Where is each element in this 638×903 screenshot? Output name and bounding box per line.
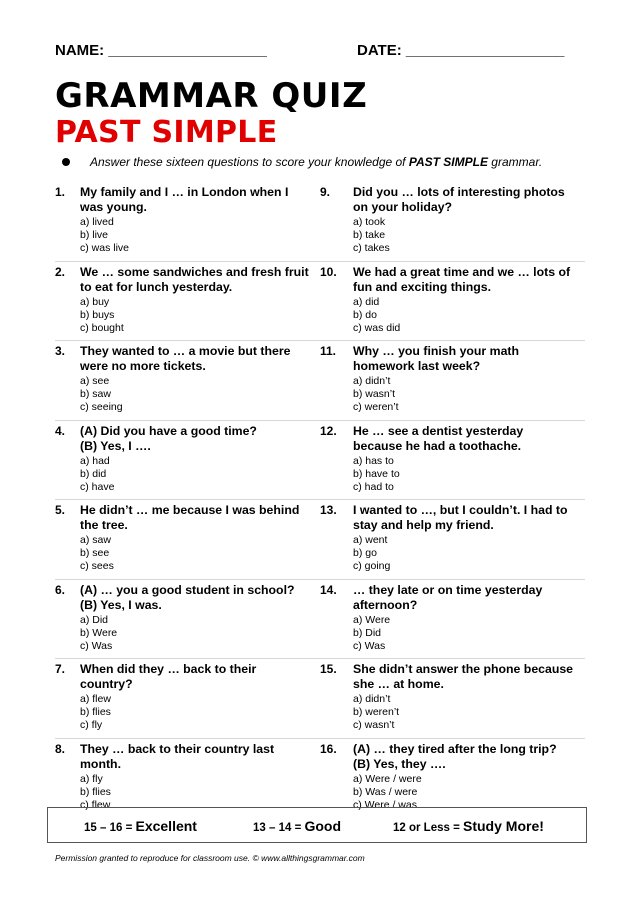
question-item — [55, 583, 310, 654]
question-text: (A) … they tired after the long trip? (B) Yes, they …. — [353, 741, 557, 771]
page-subtitle: PAST SIMPLE — [55, 115, 278, 150]
answer-option: c) fly — [80, 719, 103, 732]
question-text: She didn’t answer the phone because she … at home. — [353, 662, 574, 691]
answer-options — [353, 216, 575, 256]
question-text: He didn’t … me because I was behind the tree. — [80, 503, 300, 532]
answer-option: a) took — [353, 216, 386, 228]
answer-option: b) live — [80, 229, 109, 242]
answer-options — [80, 375, 310, 415]
answer-option: a) has to — [353, 454, 394, 467]
question-item — [55, 662, 310, 733]
question-number: 9. — [320, 185, 331, 199]
score-study-more — [393, 818, 544, 834]
question-item — [320, 344, 575, 415]
answer-option: b) saw — [80, 388, 111, 401]
question-item — [320, 424, 575, 495]
question-row — [55, 341, 585, 421]
score-range-3: 12 or Less = — [393, 822, 463, 834]
answer-options — [353, 693, 575, 733]
answer-option: a) went — [353, 534, 388, 546]
footer-permission: Permission granted to reproduce for classroom use. © www.allthingsgrammar.com — [55, 853, 365, 863]
question-text: They wanted to … a movie but there were no more tickets. — [80, 344, 291, 373]
answer-option: a) did — [353, 295, 380, 308]
question-item — [55, 503, 310, 574]
question-number: 6. — [55, 582, 66, 597]
answer-option: a) didn’t — [353, 375, 391, 387]
answer-option: b) take — [353, 229, 386, 242]
answer-options — [80, 296, 310, 336]
answer-option: b) wasn’t — [353, 388, 396, 401]
answer-options — [353, 296, 575, 336]
question-number: 1. — [55, 185, 66, 199]
instruction-bold: PAST SIMPLE — [408, 155, 488, 169]
question-number: 14. — [320, 582, 337, 597]
question-text: Why … you finish your math homework last week? — [353, 344, 520, 373]
question-number: 16. — [320, 741, 337, 756]
answer-option: b) did — [80, 467, 107, 480]
question-text: We … some sandwiches and fresh fruit to eat for lunch yesterday. — [80, 264, 309, 294]
question-text: (A) … you a good student in school? (B) Yes, I was. — [80, 582, 295, 612]
answer-option: a) didn’t — [353, 693, 391, 705]
answer-option: a) Were / were — [353, 772, 422, 785]
answer-option: c) wasn’t — [353, 719, 395, 732]
question-item — [320, 265, 575, 336]
question-text: We had a great time and we … lots of fun and exciting things. — [353, 264, 571, 294]
answer-option: c) going — [353, 560, 391, 573]
question-number: 8. — [55, 741, 66, 756]
answer-option: a) had — [80, 454, 110, 467]
answer-option: b) see — [80, 547, 110, 560]
question-number: 2. — [55, 264, 66, 279]
answer-option: c) bought — [80, 321, 124, 334]
question-row — [55, 500, 585, 580]
question-item — [320, 742, 575, 813]
question-text: When did they … back to their country? — [80, 662, 257, 691]
question-row — [55, 262, 585, 342]
question-row — [55, 580, 585, 660]
answer-option: c) weren’t — [353, 401, 399, 414]
answer-option: c) have — [80, 480, 115, 493]
question-number: 10. — [320, 264, 337, 279]
answer-options — [353, 455, 575, 495]
question-item — [320, 503, 575, 574]
answer-option: c) had to — [353, 480, 394, 493]
score-label-2: Good — [304, 818, 342, 834]
question-number: 11. — [320, 344, 337, 358]
answer-option: c) seeing — [80, 401, 123, 414]
question-text: My family and I … in London when I was young. — [80, 185, 289, 214]
page-title: GRAMMAR QUIZ — [55, 76, 368, 116]
answer-options — [353, 534, 575, 574]
answer-option: c) was did — [353, 321, 401, 334]
answer-option: b) Were — [80, 626, 118, 639]
header — [55, 42, 585, 66]
answer-options — [80, 534, 310, 574]
answer-option: a) flew — [80, 693, 111, 705]
score-label-1: Excellent — [135, 818, 197, 834]
date-field-label: DATE: ___________________ — [357, 42, 565, 59]
score-box — [47, 807, 587, 843]
answer-option: a) buy — [80, 295, 110, 308]
instruction — [62, 155, 542, 169]
answer-option: c) takes — [353, 242, 390, 255]
answer-option: c) Were / was — [353, 798, 417, 811]
instruction-post: grammar. — [487, 155, 543, 169]
score-label-3: Study More! — [463, 818, 544, 834]
question-text: Did you … lots of interesting photos on your holiday? — [353, 185, 565, 214]
question-item — [320, 662, 575, 733]
answer-option: a) lived — [80, 216, 114, 228]
answer-option: c) was live — [80, 242, 130, 255]
instruction-pre: Answer these sixteen questions to score your knowledge of — [90, 155, 409, 169]
answer-options — [80, 693, 310, 733]
answer-option: b) weren’t — [353, 706, 400, 719]
question-number: 7. — [55, 662, 66, 676]
question-number: 15. — [320, 662, 337, 676]
answer-options — [80, 455, 310, 495]
answer-option: b) buys — [80, 308, 115, 321]
question-number: 5. — [55, 503, 66, 517]
question-item — [320, 583, 575, 654]
answer-option: b) flies — [80, 785, 111, 798]
bullet-icon — [62, 158, 70, 166]
answer-option: c) sees — [80, 560, 114, 573]
score-good — [253, 818, 341, 834]
answer-option: b) have to — [353, 467, 400, 480]
question-text: … they late or on time yesterday afternoon? — [353, 582, 543, 612]
answer-option: a) Were — [353, 613, 391, 626]
question-grid — [55, 182, 585, 817]
answer-option: b) do — [353, 308, 377, 321]
question-item — [55, 265, 310, 336]
question-row — [55, 659, 585, 739]
question-text: They … back to their country last month. — [80, 741, 275, 771]
question-item — [55, 424, 310, 495]
question-item — [55, 742, 310, 813]
question-item — [55, 185, 310, 256]
answer-options — [353, 375, 575, 415]
answer-option: c) flew — [80, 798, 111, 811]
question-text: I wanted to …, but I couldn’t. I had to stay and help my friend. — [353, 503, 568, 532]
answer-option: b) flies — [80, 706, 111, 719]
answer-options — [353, 614, 575, 654]
answer-option: a) fly — [80, 772, 103, 785]
answer-options — [80, 614, 310, 654]
question-number: 12. — [320, 423, 337, 438]
answer-option: b) go — [353, 547, 377, 560]
question-item — [320, 185, 575, 256]
answer-option: c) Was — [353, 639, 386, 652]
answer-option: a) saw — [80, 534, 111, 546]
question-item — [55, 344, 310, 415]
question-row — [55, 182, 585, 262]
question-row — [55, 739, 585, 818]
question-number: 3. — [55, 344, 66, 358]
answer-options — [80, 216, 310, 256]
answer-option: b) Did — [353, 626, 382, 639]
question-text: (A) Did you have a good time? (B) Yes, I …. — [80, 423, 257, 453]
question-number: 13. — [320, 503, 337, 517]
answer-option: c) Was — [80, 639, 113, 652]
score-excellent — [84, 818, 197, 834]
answer-option: a) Did — [80, 613, 109, 626]
score-range-2: 13 – 14 = — [253, 822, 305, 834]
question-number: 4. — [55, 423, 66, 438]
answer-option: a) see — [80, 375, 110, 387]
name-field-label: NAME: ___________________ — [55, 42, 267, 59]
question-text: He … see a dentist yesterday because he had a toothache. — [353, 423, 524, 453]
answer-option: b) Was / were — [353, 785, 418, 798]
question-row — [55, 421, 585, 501]
score-range-1: 15 – 16 = — [84, 822, 136, 834]
